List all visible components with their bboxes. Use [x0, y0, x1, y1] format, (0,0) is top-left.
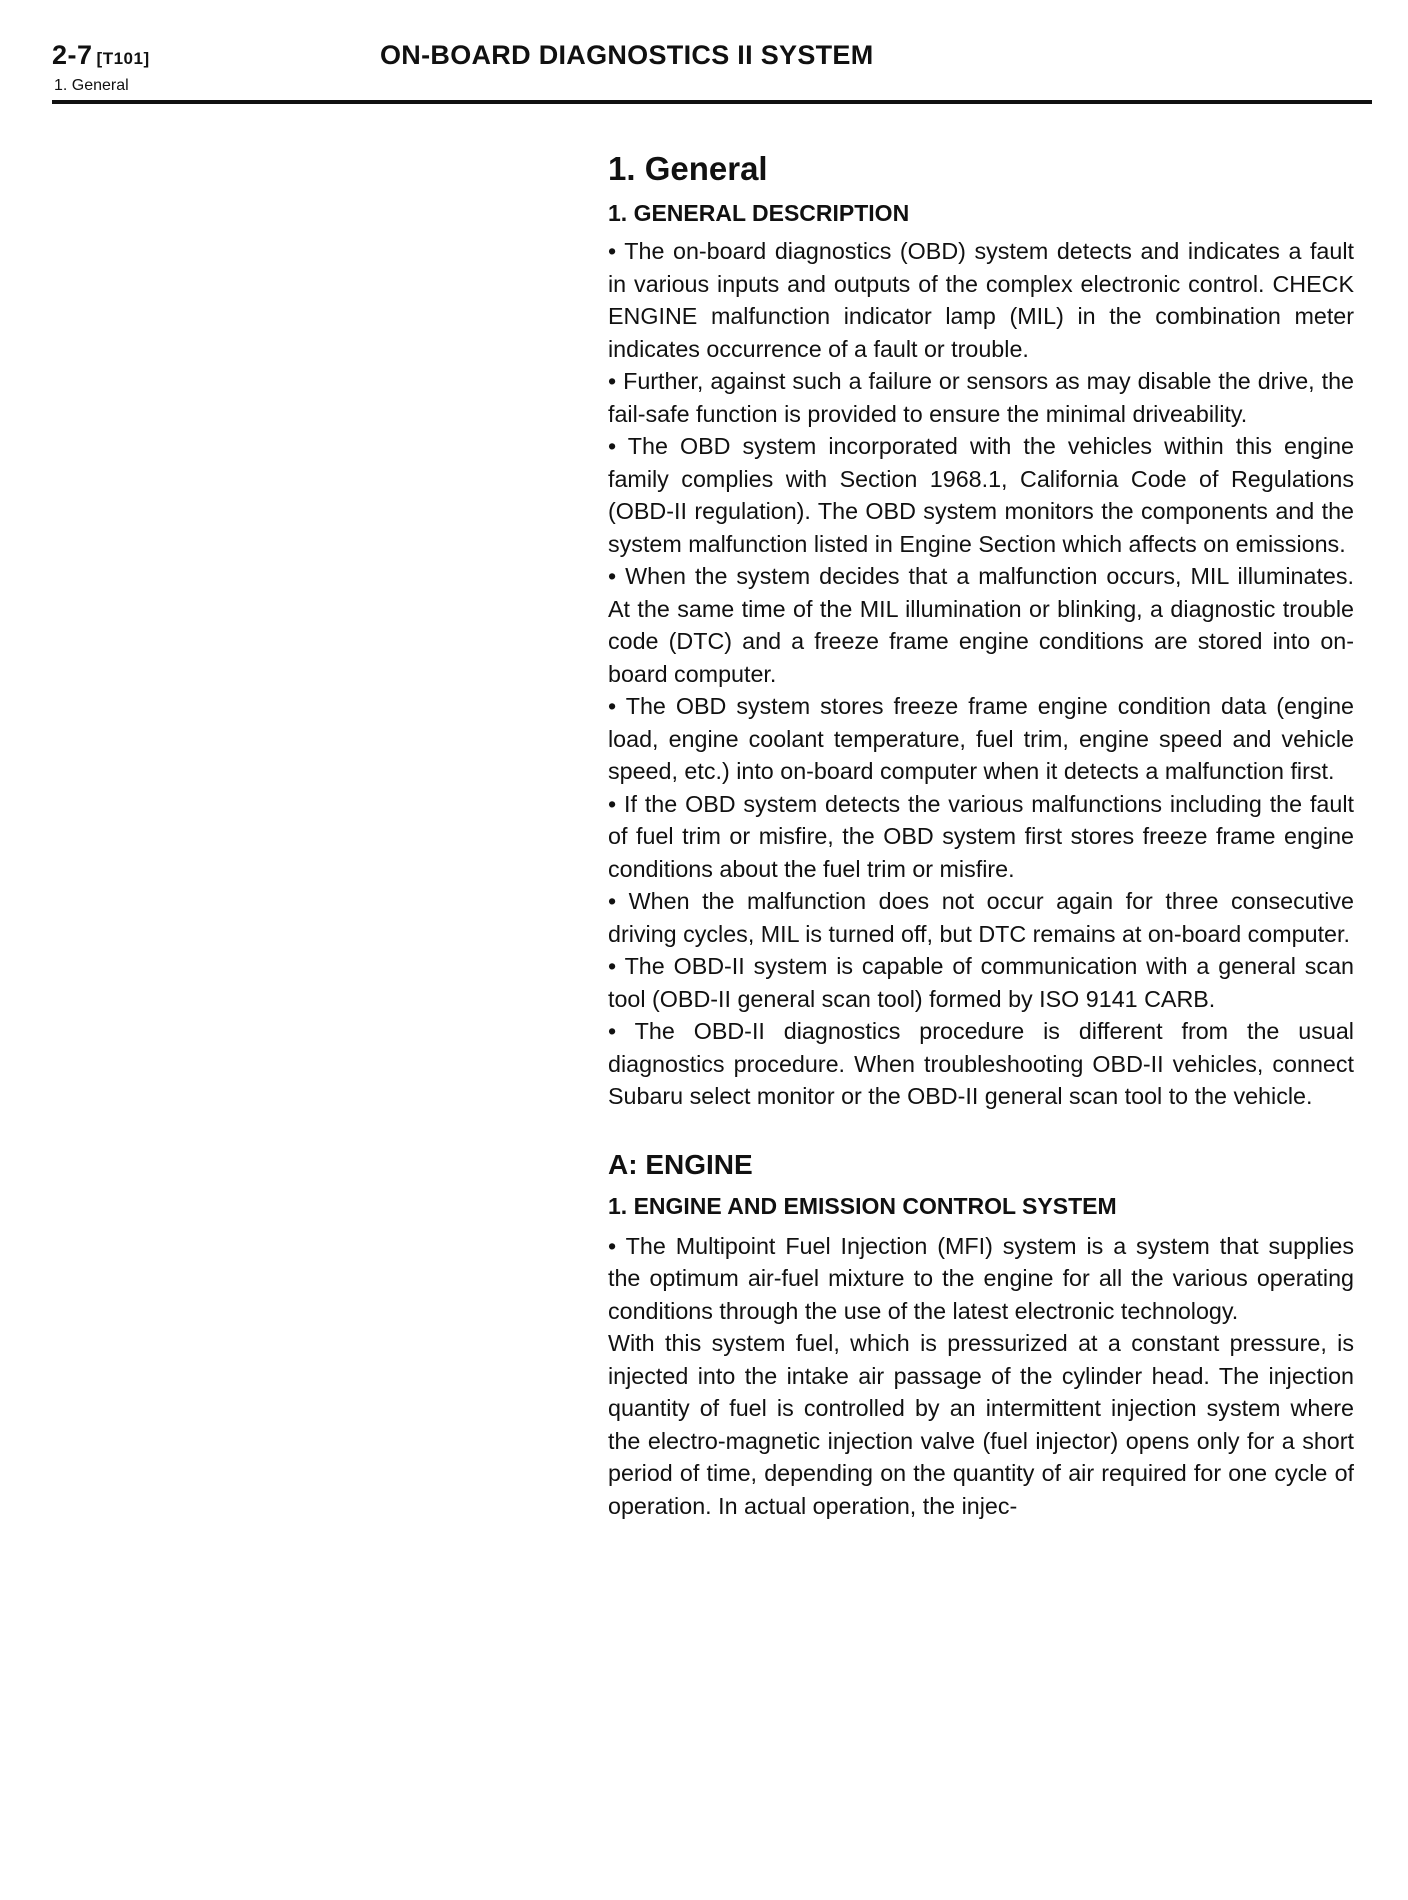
- section-heading: 1. General: [608, 150, 768, 187]
- engine-emission-heading: 1. ENGINE AND EMISSION CONTROL SYSTEM: [608, 1192, 1117, 1219]
- main-content: [608, 150, 1354, 1522]
- page-number-text: 2-7: [52, 40, 93, 70]
- section-spacer: [608, 1113, 1354, 1135]
- engine-paragraph: With this system fuel, which is pressurized at a constant pressure, is injected into the intake air passage of the cylinder head. The injection quantity of fuel is controlled by an intermittent injection system where the electro-magnetic injection valve (fuel injector) opens only for a short period of time, depending on the quantity of air required for one cycle of operation. In actual operation, the injec-: [608, 1330, 1354, 1519]
- header-divider: [52, 100, 1372, 104]
- bullet-paragraph: • If the OBD system detects the various malfunctions including the fault of fuel trim or misfire, the OBD system first stores freeze frame engine conditions about the fuel trim or misfire.: [608, 790, 1354, 882]
- page-header-title: ON-BOARD DIAGNOSTICS II SYSTEM: [380, 40, 874, 70]
- page-number: [52, 40, 150, 71]
- subsection-heading: 1. GENERAL DESCRIPTION: [608, 200, 910, 226]
- bullet-paragraph: • Further, against such a failure or sensors as may disable the drive, the fail-safe function is provided to ensure the minimal driveability.: [608, 368, 1354, 427]
- bullet-paragraph: • The on-board diagnostics (OBD) system detects and indicates a fault in various inputs and outputs of the complex electronic control. CHECK ENGINE malfunction indicator lamp (MIL) in the combination meter indicates occurrence of a fault or trouble.: [608, 238, 1354, 362]
- bullet-paragraph: • The OBD system stores freeze frame engine condition data (engine load, engine coolant temperature, fuel trim, engine speed and vehicle speed, etc.) into on-board computer when it detects a malfunction first.: [608, 693, 1354, 784]
- bullet-paragraph: • The OBD system incorporated with the vehicles within this engine family complies with Section 1968.1, California Code of Regulations (OBD-II regulation). The OBD system monitors the components and the system malfunction listed in Engine Section which affects on emissions.: [608, 433, 1354, 557]
- bullet-paragraph: • The OBD-II system is capable of communication with a general scan tool (OBD-II general scan tool) formed by ISO 9141 CARB.: [608, 953, 1354, 1012]
- bullet-paragraph: • When the malfunction does not occur again for three consecutive driving cycles, MIL is turned off, but DTC remains at on-board computer.: [608, 888, 1354, 947]
- header-section-label: 1. General: [54, 77, 129, 94]
- engine-heading: A: ENGINE: [608, 1148, 753, 1180]
- bullet-paragraph: • When the system decides that a malfunction occurs, MIL illuminates. At the same time of the MIL illumination or blinking, a diagnostic trouble code (DTC) and a freeze frame engine conditions are stored into on-board computer.: [608, 563, 1354, 687]
- page-code: [T101]: [96, 49, 150, 68]
- bullet-paragraph: • The OBD-II diagnostics procedure is different from the usual diagnostics procedure. When troubleshooting OBD-II vehicles, connect Subaru select monitor or the OBD-II general scan tool to the vehicle.: [608, 1018, 1354, 1109]
- engine-bullet-paragraph: • The Multipoint Fuel Injection (MFI) system is a system that supplies the optimum air-fuel mixture to the engine for all the various operating conditions through the use of the latest electronic technology.: [608, 1232, 1354, 1324]
